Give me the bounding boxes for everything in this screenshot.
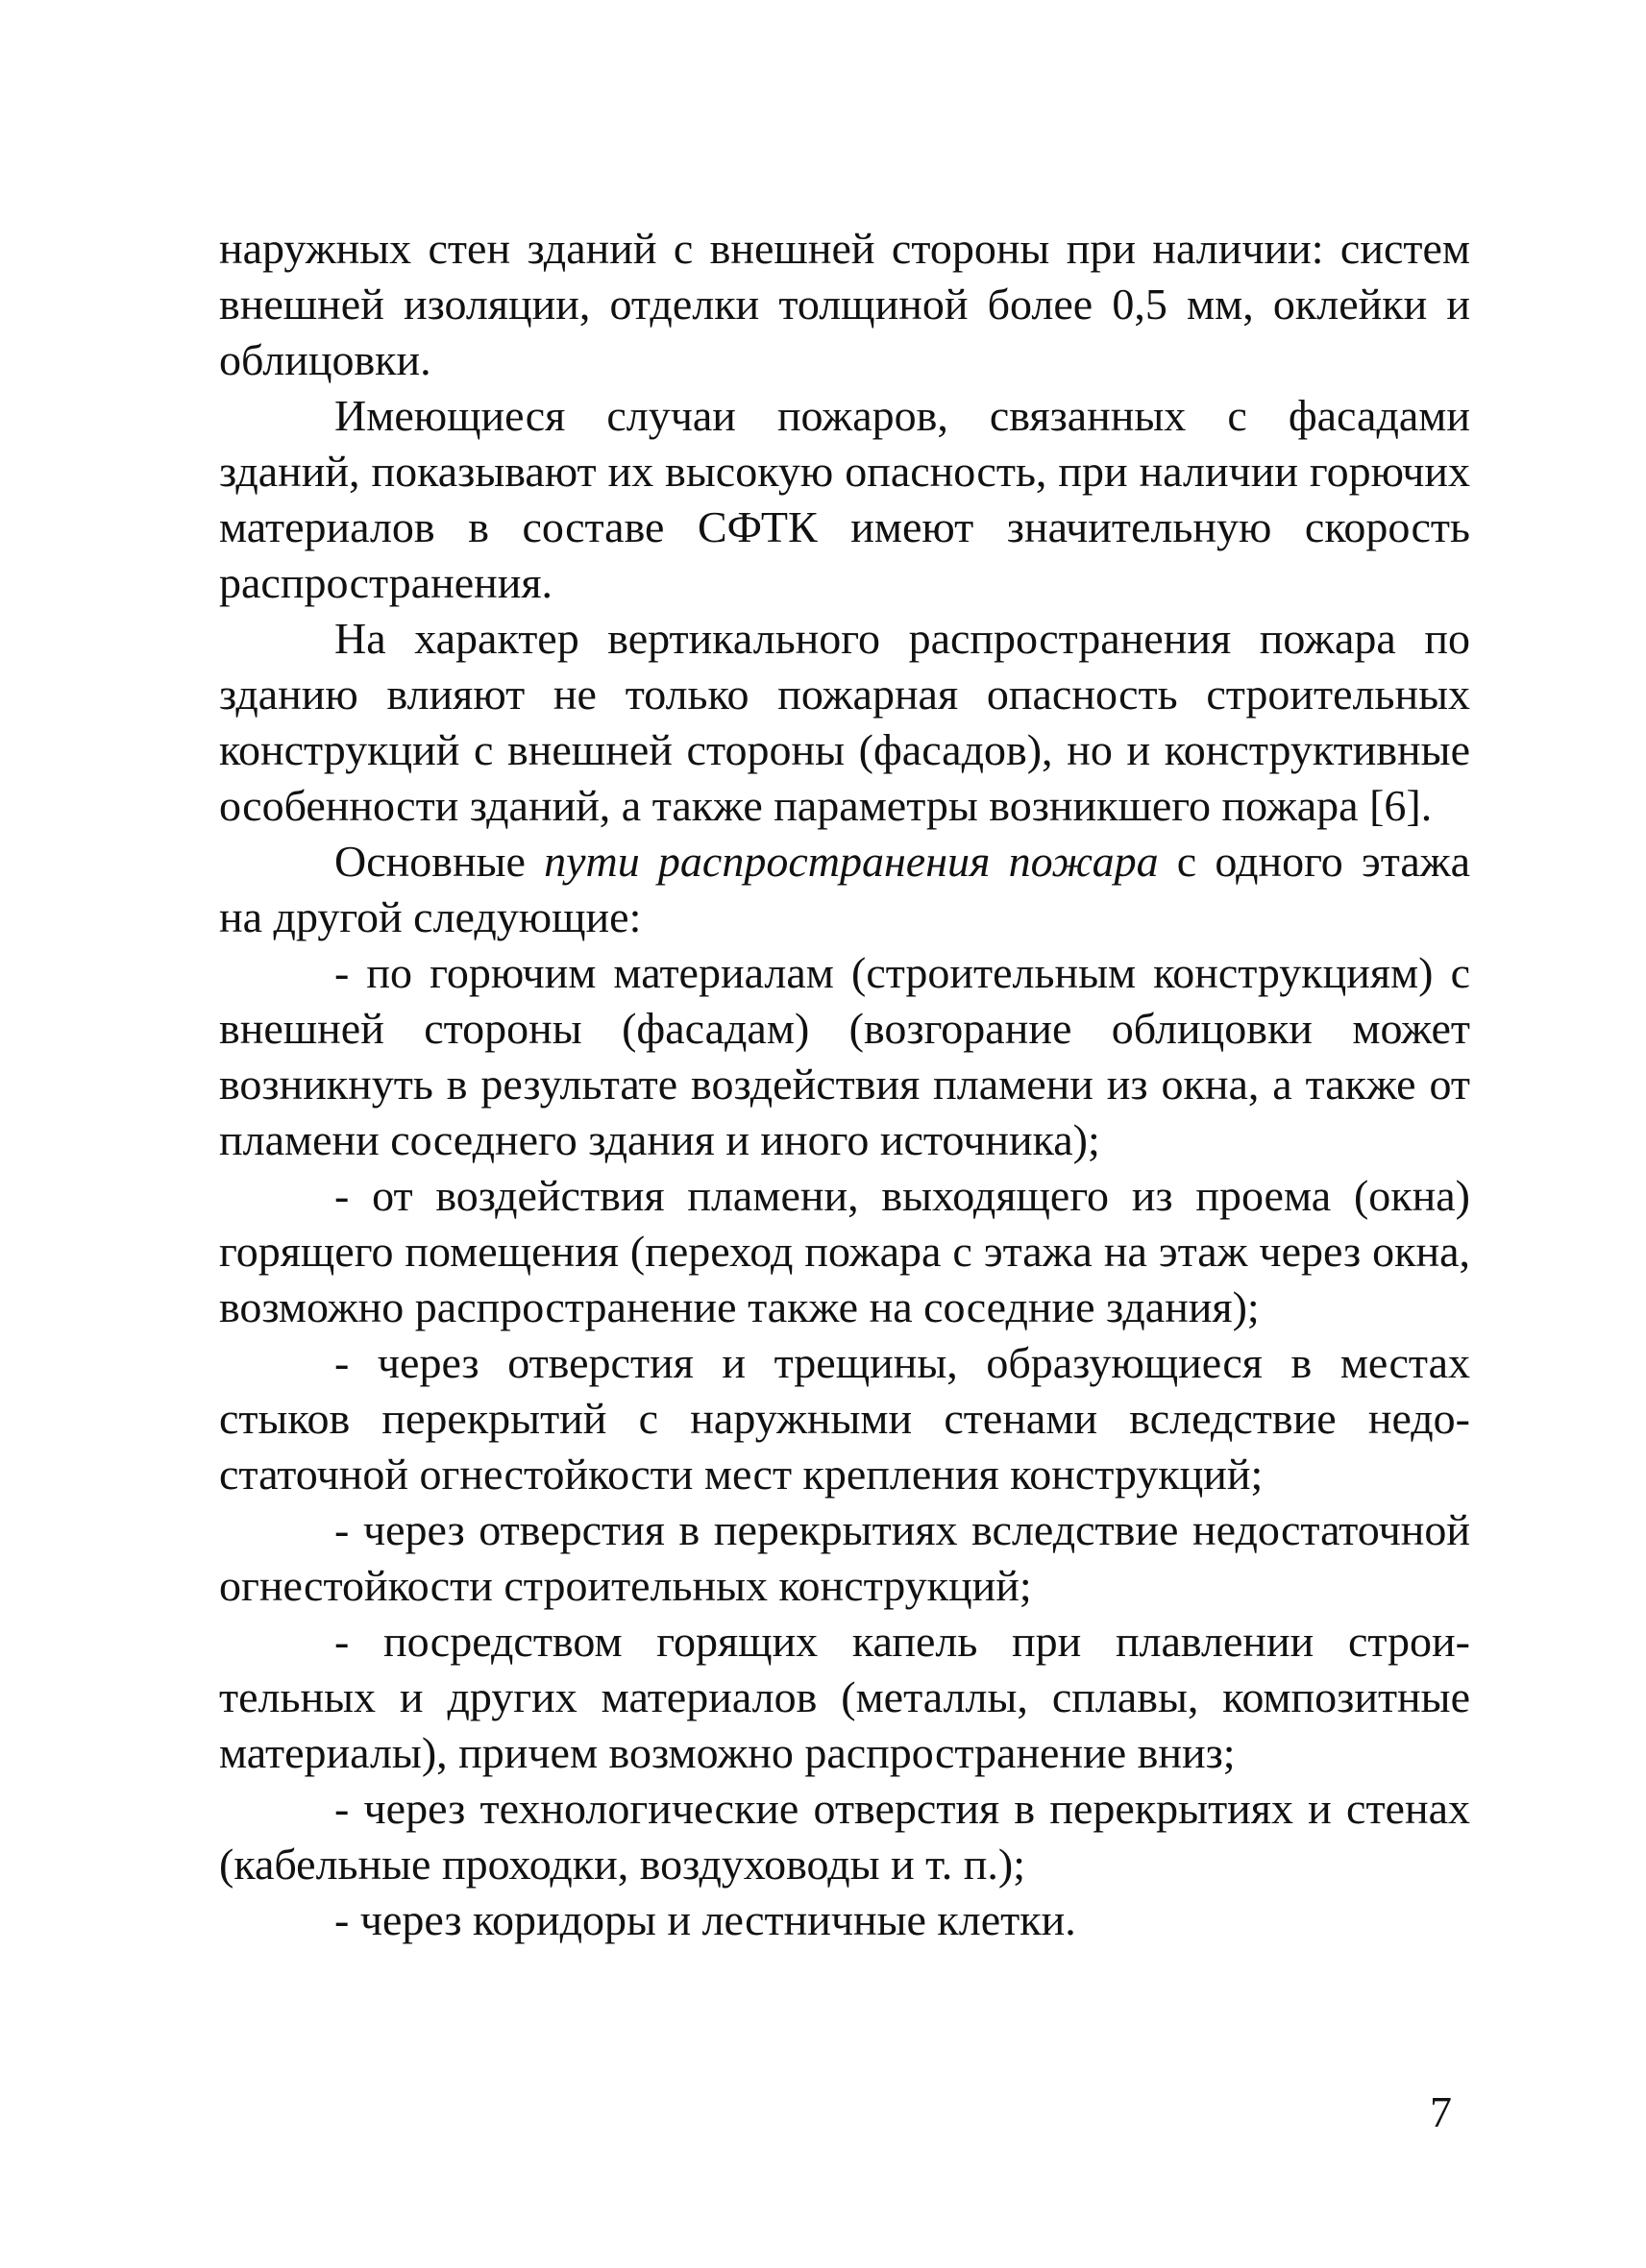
paragraph-spread-paths [219, 834, 1470, 945]
list-item-facade-materials: - по горючим материалам (строительным конструкциям) с внешней стороны (фасадам) (возгорание облицовки может возникнуть в результате воздействия пламени из окна, а также от пламени соседнего здания и иного источника); [219, 948, 1470, 1164]
paragraph-vertical-spread: На характер вертикального распространения пожара по зданию влияют не только пожарная опасность строительных конструкций с внешней стороны (фасадов), но и конструктивные особенности зданий, а также параметры возникшего пожара [6]. [219, 614, 1470, 830]
list-item-technical-openings: - через технологические отверстия в перекрытиях и стенах (кабельные проходки, воздуховоды и т. п.); [219, 1784, 1470, 1889]
paths-intro: Основные [334, 837, 545, 886]
list-item-corridors-stairs: - через коридоры и лестничные клетки. [334, 1895, 1076, 1944]
paragraph-continuation: наружных стен зданий с внешней стороны при наличии: систем внешней изоляции, отделки толщиной более 0,5 мм, оклейки и облицовки. [219, 224, 1470, 384]
page-body [219, 221, 1470, 1948]
list-item-burning-drops: - посредством горящих капель при плавлении строительных и других материалов (металлы, сплавы, композитные материалы), причем возможно распространение вниз; [219, 1617, 1470, 1777]
page-number: 7 [1430, 2087, 1452, 2136]
list-item-joint-cracks: - через отверстия и трещины, образующиеся в местах стыков перекрытий с наружными стенами вследствие недостаточной огнестойкости мест крепления конструкций; [219, 1338, 1470, 1499]
list-item-window-flame: - от воздействия пламени, выходящего из проема (окна) горящего помещения (переход пожара с этажа на этаж через окна, возможно распространение также на соседние здания); [219, 1171, 1470, 1331]
paths-continuation: с одного этажа на другой следующие: [219, 837, 1471, 941]
paths-emphasis: пути распространения пожара [544, 837, 1159, 886]
paragraph-fire-cases: Имеющиеся случаи пожаров, связанных с фасадами зданий, показывают их высокую опасность, при наличии горючих материалов в составе СФТК имеют значительную скорость распространения. [219, 391, 1470, 607]
list-item-floor-openings: - через отверстия в перекрытиях вследствие недостаточной огнестойкости строительных конструкций; [219, 1505, 1470, 1610]
